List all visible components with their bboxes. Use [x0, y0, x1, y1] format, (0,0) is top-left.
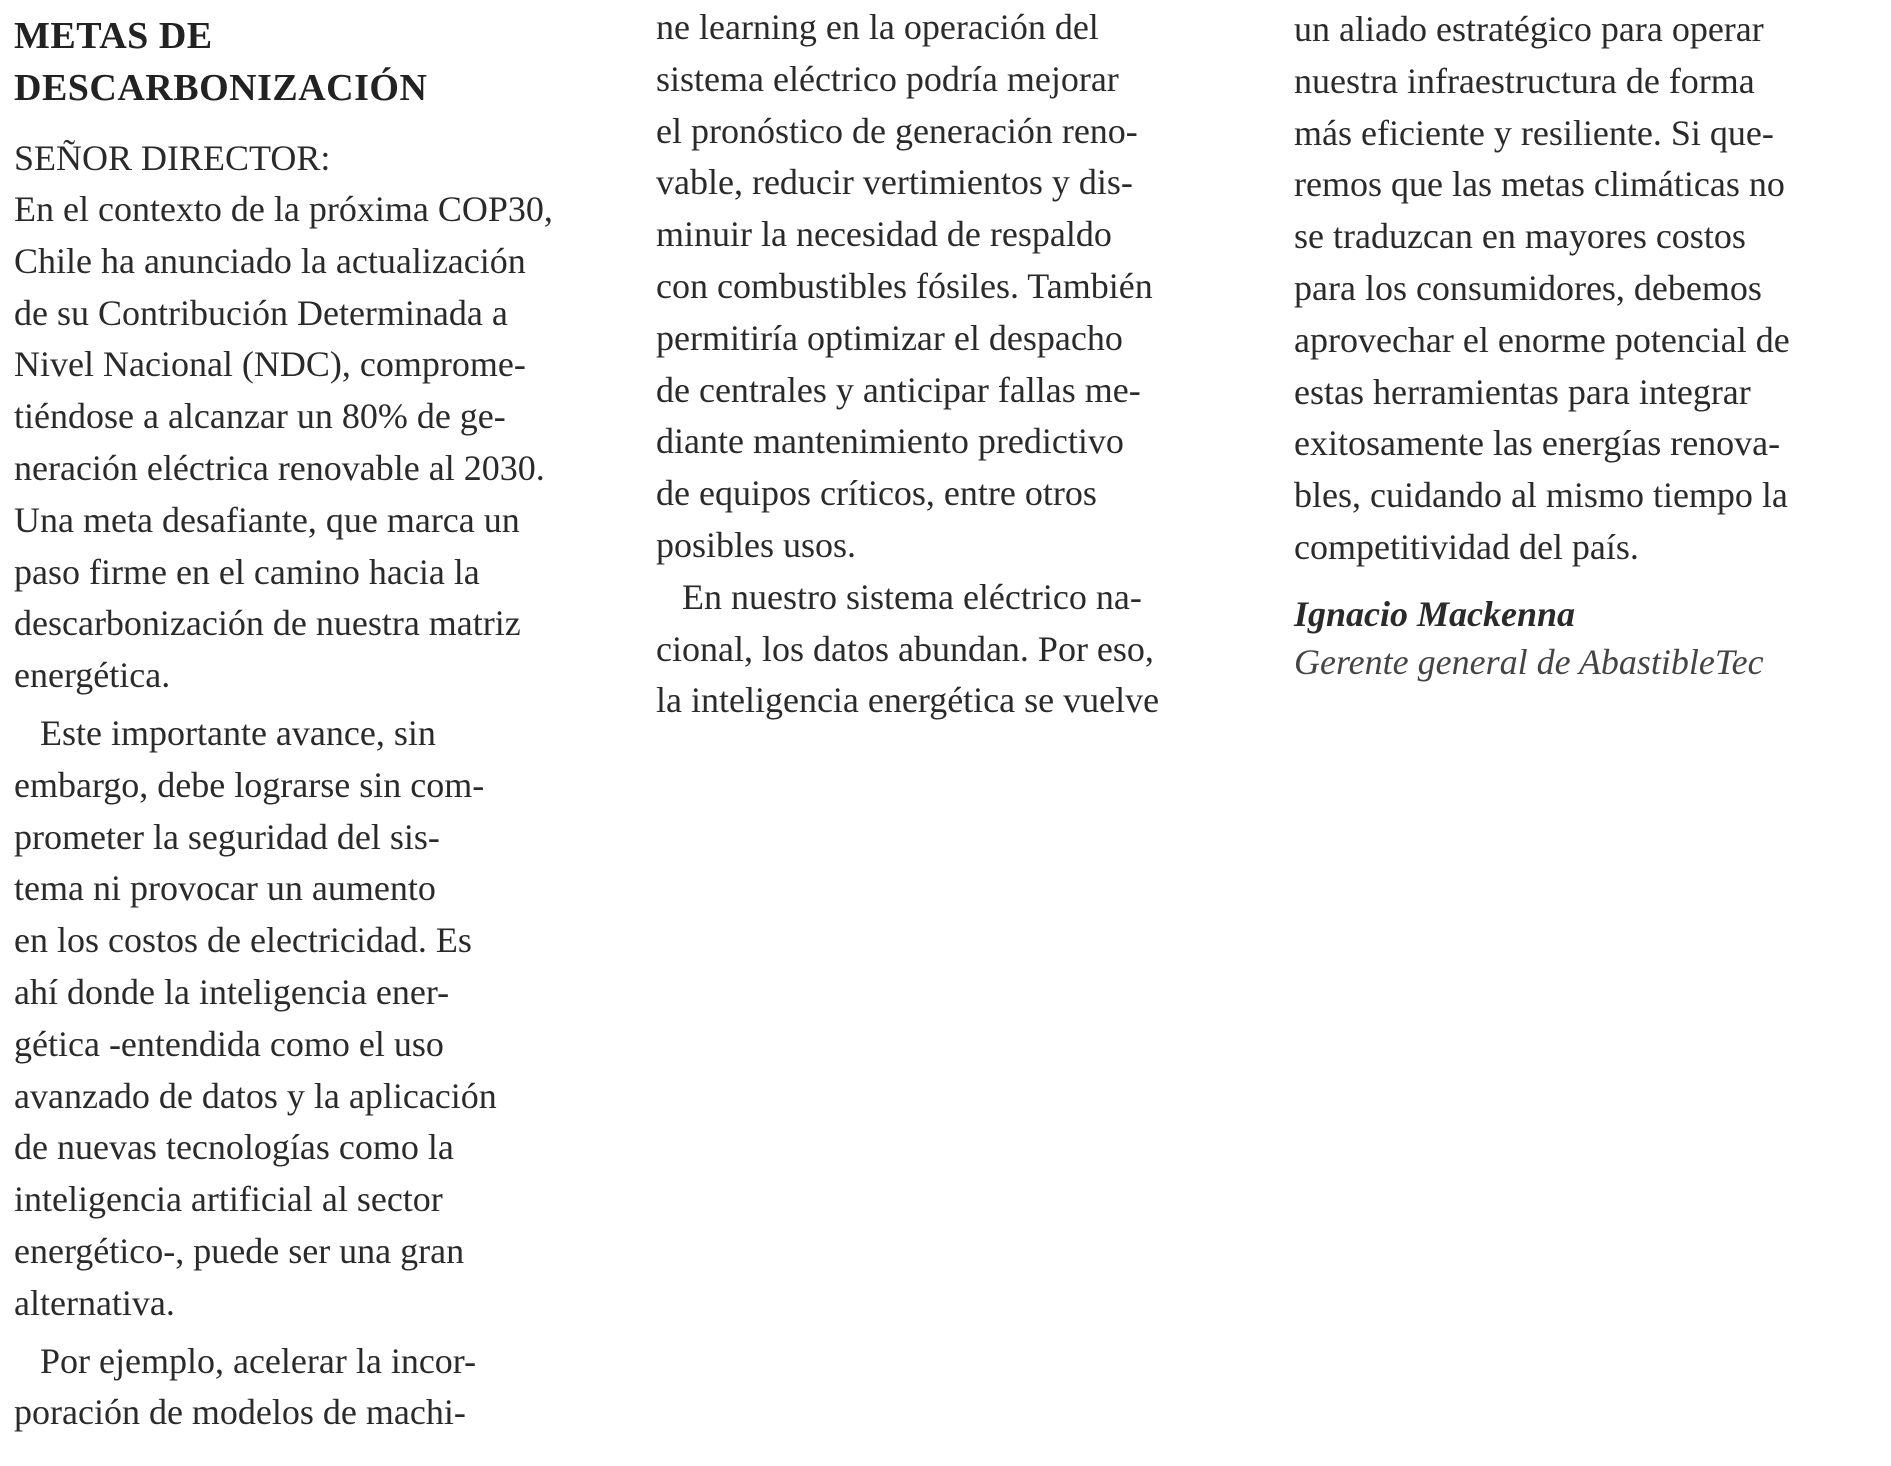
text-line: más eficiente y resiliente. Si que- — [1294, 112, 1774, 153]
text-line: de equipos críticos, entre otros — [656, 473, 1097, 514]
salutation: SEÑOR DIRECTOR: — [14, 138, 331, 178]
text-line: tema ni provocar un aumento — [14, 868, 436, 909]
text-line: vable, reducir vertimientos y dis- — [656, 162, 1133, 203]
text-line: gética -entendida como el uso — [14, 1023, 444, 1064]
text-line: embargo, debe lograrse sin com- — [14, 764, 485, 805]
text-line: Nivel Nacional (NDC), comprome- — [14, 344, 526, 385]
column-1 — [14, 0, 604, 1439]
text-line: prometer la seguridad del sis- — [14, 816, 440, 857]
paragraph-3-continued — [656, 2, 1246, 572]
headline — [14, 10, 474, 114]
text-line: Este importante avance, sin — [40, 712, 436, 753]
text-line: ahí donde la inteligencia ener- — [14, 971, 450, 1012]
text-line: la inteligencia energética se vuelve — [656, 680, 1160, 721]
text-line: remos que las metas climáticas no — [1294, 164, 1785, 205]
text-line: energético-, puede ser una gran — [14, 1230, 465, 1271]
text-line: cional, los datos abundan. Por eso, — [656, 628, 1154, 669]
text-line: se traduzcan en mayores costos — [1294, 216, 1746, 257]
text-line: competitividad del país. — [1294, 526, 1639, 567]
text-line: avanzado de datos y la aplicación — [14, 1075, 497, 1116]
text-line: En el contexto de la próxima COP30, — [14, 189, 553, 229]
text-line: bles, cuidando al mismo tiempo la — [1294, 475, 1788, 516]
text-line: poración de modelos de machi- — [14, 1392, 466, 1433]
text-line: tiéndose a alcanzar un 80% de ge- — [14, 396, 506, 437]
text-line: neración eléctrica renovable al 2030. — [14, 447, 545, 488]
text-line: sistema eléctrico podría mejorar — [656, 58, 1119, 99]
text-line: Una meta desafiante, que marca un — [14, 499, 520, 540]
text-line: descarbonización de nuestra matriz — [14, 603, 521, 644]
text-line: de su Contribución Determinada a — [14, 292, 508, 333]
text-line: estas herramientas para integrar — [1294, 371, 1751, 412]
text-line: energética. — [14, 655, 171, 696]
signature-title: Gerente general de AbastibleTec — [1294, 641, 1764, 682]
text-line: para los consumidores, debemos — [1294, 267, 1762, 308]
paragraph-2 — [14, 708, 604, 1330]
headline-line-2: DESCARBONIZACIÓN — [14, 67, 428, 109]
text-line: en los costos de electricidad. Es — [14, 920, 472, 961]
text-line: paso firme en el camino hacia la — [14, 551, 480, 592]
text-line: alternativa. — [14, 1282, 175, 1323]
text-line: exitosamente las energías renova- — [1294, 423, 1781, 464]
headline-line-1: METAS DE — [14, 15, 213, 57]
text-line: Chile ha anunciado la actualización — [14, 240, 526, 281]
text-line: aprovechar el enorme potencial de — [1294, 319, 1790, 360]
text-line: inteligencia artificial al sector — [14, 1179, 443, 1220]
text-line: el pronóstico de generación reno- — [656, 110, 1138, 151]
text-line: diante mantenimiento predictivo — [656, 421, 1124, 462]
paragraph-3 — [14, 1336, 604, 1440]
column-2 — [656, 2, 1246, 727]
text-line: con combustibles fósiles. También — [656, 265, 1153, 306]
text-line: permitiría optimizar el despacho — [656, 317, 1123, 358]
text-line: de centrales y anticipar fallas me- — [656, 369, 1141, 410]
text-line: posibles usos. — [656, 524, 857, 565]
text-line: ne learning en la operación del — [656, 7, 1099, 47]
paragraph-4 — [656, 572, 1246, 727]
paragraph-1 — [14, 184, 604, 702]
text-line: minuir la necesidad de respaldo — [656, 214, 1112, 255]
text-line: un aliado estratégico para operar — [1294, 9, 1764, 49]
column-3 — [1294, 4, 1884, 686]
text-line: En nuestro sistema eléctrico na- — [682, 576, 1142, 617]
text-line: nuestra infraestructura de forma — [1294, 60, 1755, 101]
text-line: de nuevas tecnologías como la — [14, 1127, 454, 1168]
paragraph-4-continued — [1294, 4, 1884, 574]
text-line: Por ejemplo, acelerar la incor- — [40, 1340, 477, 1381]
signature-name: Ignacio Mackenna — [1294, 593, 1576, 634]
